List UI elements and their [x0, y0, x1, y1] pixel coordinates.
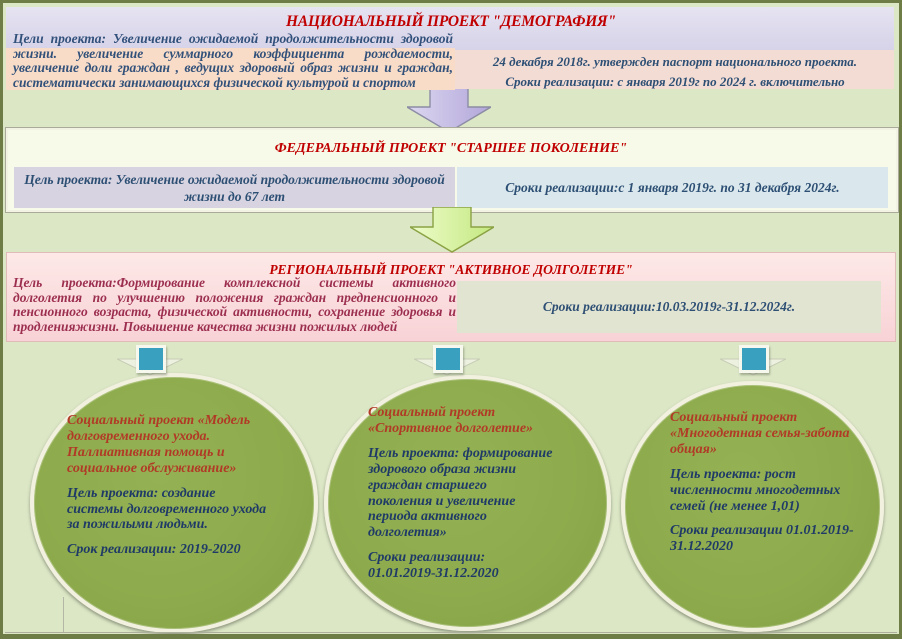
regional-dates-text: Сроки реализации:10.03.2019г-31.12.2024г.: [542, 299, 796, 314]
federal-dates-text: Сроки реализации:с 1 января 2019г. по 31 декабря 2024г.: [505, 179, 840, 195]
project-2-name-text: Социальный проект «Спортивное долголетие»: [368, 405, 534, 436]
blue-arrow-square: [136, 345, 166, 373]
regional-goal-text: Цель проекта:Формирование комплексной системы активного долголетия по улучшению положения граждан предпенсионного и пенсионного возраста, физической активности, сохранение здоровья и продленияжизни. Повышение качества жизни пожилых людей: [13, 275, 456, 335]
arrow-down-blue-icon-2: [414, 343, 480, 381]
project-circle-3: [621, 381, 884, 632]
federal-goal-block: [14, 167, 455, 208]
project-2-dates-text: Сроки реализации: 01.01.2019-31.12.2020: [368, 550, 499, 582]
national-goals-text: Цели проекта: Увеличение ожидаемой продолжительности здоровой жизни. увеличение суммарного коэффициента рождаемости, увеличение доли граждан , ведущих здоровый образ жизни и граждан, систематически занимающихся физической культурой и спортом: [13, 31, 453, 90]
blue-arrow-square: [739, 345, 769, 373]
arrow-down-blue-icon-3: [720, 343, 786, 381]
project-3-dates-text: Сроки реализации 01.01.2019-31.12.2020: [670, 523, 854, 555]
passport-line-2: Сроки реализации: с января 2019г по 2024 г. включительно: [505, 73, 845, 89]
slide-bottom-line: [5, 632, 897, 633]
national-passport-text: [460, 52, 890, 91]
project-1-goal-text: Цель проекта: создание системы долговременного ухода за пожилыми людьми.: [67, 485, 267, 533]
project-1-name-text: Социальный проект «Модель долговременного ухода. Паллиативная помощь и социальное обслуживание»: [67, 413, 251, 476]
national-project-title: НАЦИОНАЛЬНЫЙ ПРОЕКТ "ДЕМОГРАФИЯ": [286, 13, 616, 30]
arrow-down-green-icon: [410, 207, 494, 258]
project-circle-2: [324, 375, 611, 631]
federal-project-title: ФЕДЕРАЛЬНЫЙ ПРОЕКТ "СТАРШЕЕ ПОКОЛЕНИЕ": [274, 141, 628, 156]
federal-dates-block: [457, 167, 888, 208]
regional-project-title: РЕГИОНАЛЬНЫЙ ПРОЕКТ "АКТИВНОЕ ДОЛГОЛЕТИЕ": [269, 262, 633, 277]
passport-line-1: 24 декабря 2018г. утвержден паспорт национального проекта.: [492, 54, 858, 69]
project-2-goal-text: Цель проекта: формирование здорового образа жизни граждан старшего поколения и увеличение периода активного долголетия»: [368, 445, 553, 541]
project-3-name-text: Социальный проект «Многодетная семья-забота общая»: [670, 410, 850, 457]
regional-dates-block: [457, 281, 881, 333]
stray-line-artifact: [63, 597, 64, 633]
project-1-dates-text: Срок реализации: 2019-2020: [67, 542, 241, 558]
blue-arrow-square: [433, 345, 463, 373]
project-circle-1: [30, 373, 318, 633]
arrow-down-blue-icon-1: [117, 343, 183, 381]
federal-goal-text: Цель проекта: Увеличение ожидаемой продолжительности здоровой жизни до 67 лет: [24, 171, 445, 204]
project-3-goal-text: Цель проекта: рост численности многодетных семей (не менее 1,01): [670, 466, 841, 514]
